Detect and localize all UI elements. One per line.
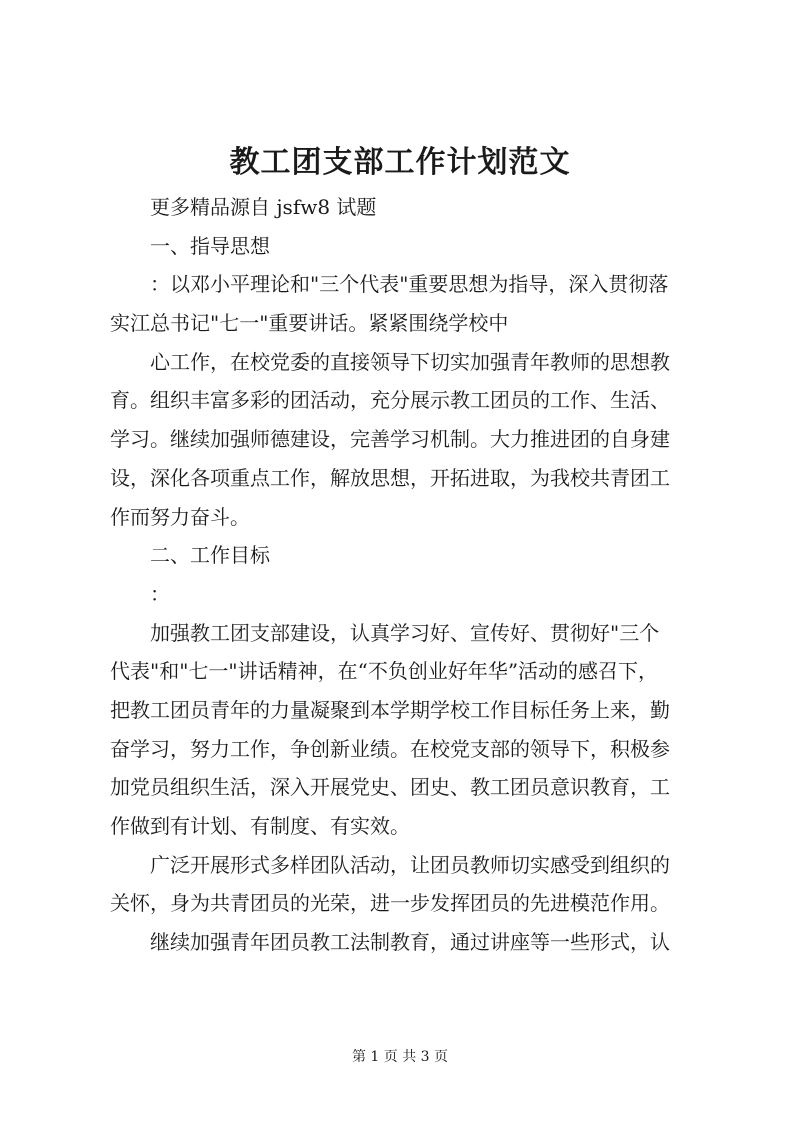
body-line: 关怀，身为共青团员的光荣，进一步发挥团员的先进模范作用。 bbox=[110, 891, 670, 916]
body-line: 加强教工团支部建设，认真学习好、宣传好、贯彻好"三个 bbox=[110, 620, 660, 645]
body-line: ：以邓小平理论和"三个代表"重要思想为指导，深入贯彻落 bbox=[110, 272, 669, 297]
body-line: 心工作，在校党委的直接领导下切实加强青年教师的思想教 bbox=[110, 349, 670, 374]
body-line: 作做到有计划、有制度、有实效。 bbox=[110, 814, 410, 838]
body-line: 广泛开展形式多样团队活动，让团员教师切实感受到组织的 bbox=[110, 852, 670, 877]
body-line: 一、指导思想 bbox=[110, 233, 270, 258]
body-line: 育。组织丰富多彩的团活动，充分展示教工团员的工作、生活、 bbox=[110, 388, 670, 413]
document-title: 教工团支部工作计划范文 bbox=[229, 145, 571, 180]
body-line: 学习。继续加强师德建设，完善学习机制。大力推进团的自身建 bbox=[110, 427, 670, 452]
body-line: 实江总书记"七一"重要讲话。紧紧围绕学校中 bbox=[110, 311, 509, 336]
body-line: 二、工作目标 bbox=[110, 543, 270, 568]
body-line: 设，深化各项重点工作，解放思想，开拓进取，为我校共青团工 bbox=[110, 465, 670, 490]
body-line: ： bbox=[110, 581, 170, 606]
page-footer: 第 1 页 共 3 页 bbox=[351, 1049, 449, 1065]
document-body bbox=[110, 188, 710, 962]
body-line: 加党员组织生活，深入开展党史、团史、教工团员意识教育，工 bbox=[110, 775, 670, 800]
body-line: 奋学习，努力工作，争创新业绩。在校党支部的领导下，积极参 bbox=[110, 736, 670, 761]
body-line: 把教工团员青年的力量凝聚到本学期学校工作目标任务上来，勤 bbox=[110, 697, 670, 722]
body-line: 更多精品源自 jsfw8 试题 bbox=[110, 195, 377, 219]
body-line: 代表"和"七一"讲话精神，在“不负创业好年华”活动的感召下， bbox=[110, 659, 659, 684]
body-line: 继续加强青年团员教工法制教育，通过讲座等一些形式，认 bbox=[110, 930, 670, 955]
body-line: 作而努力奋斗。 bbox=[110, 504, 250, 529]
